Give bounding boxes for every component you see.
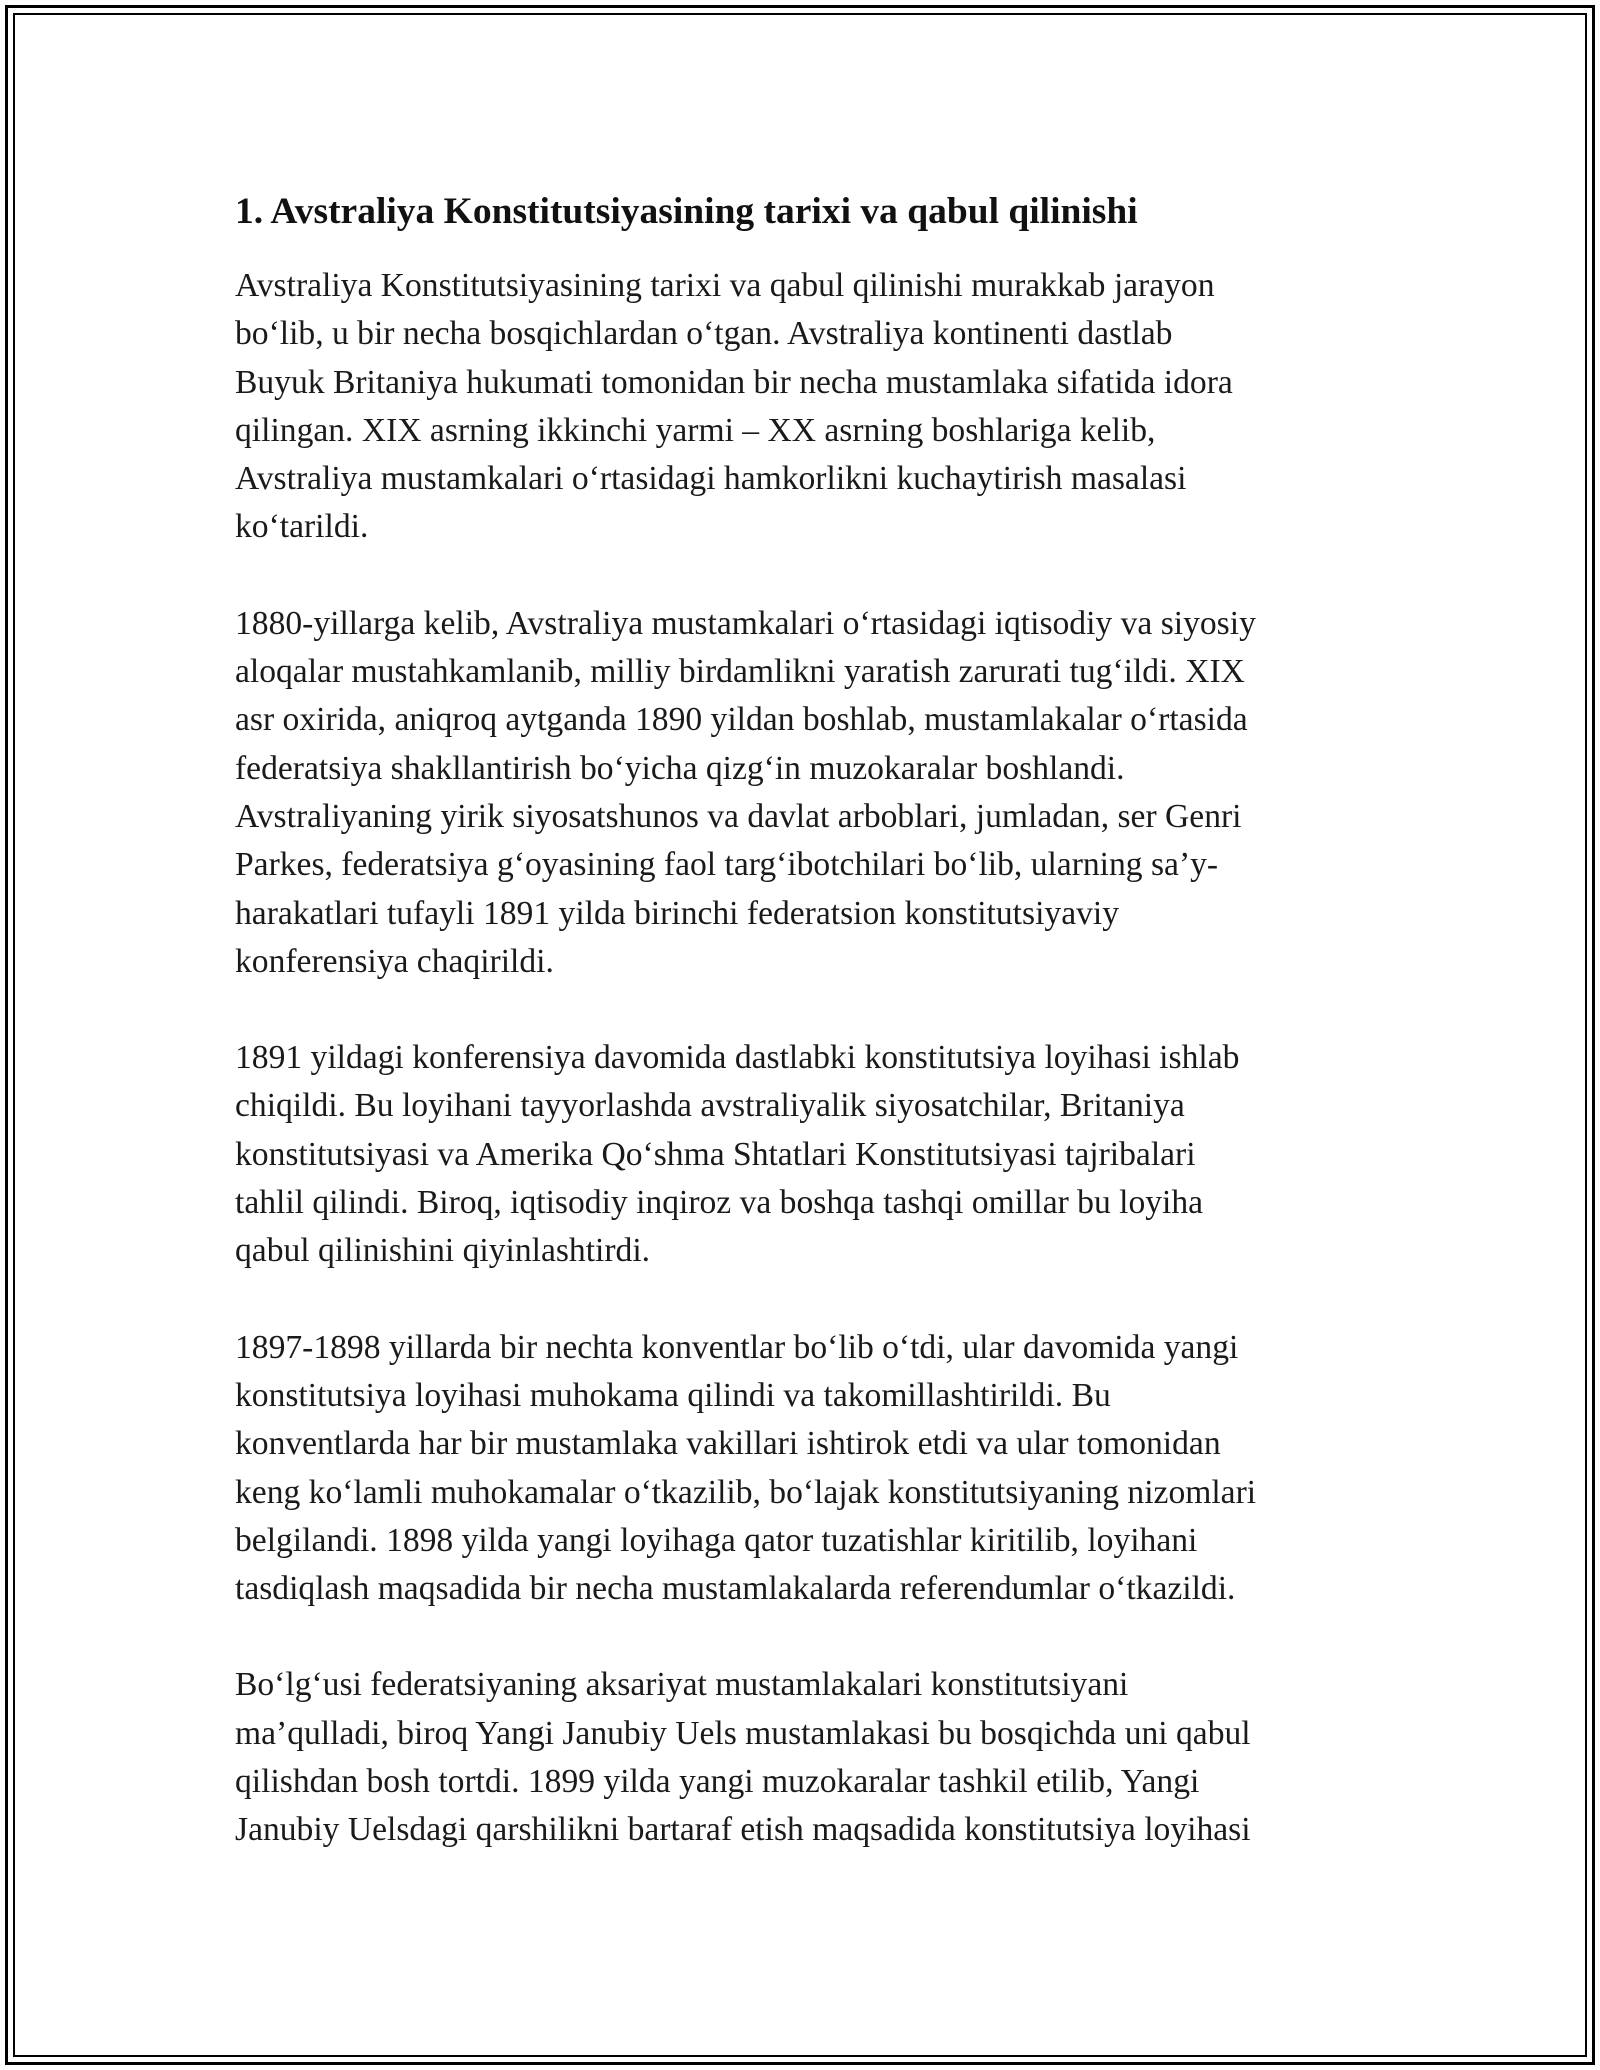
paragraph-line: Buyuk Britaniya hukumati tomonidan bir necha mustamlaka sifatida idora: [235, 363, 1233, 401]
paragraph-line: Bo‘lg‘usi federatsiyaning aksariyat mustamlakalari konstitutsiyani: [235, 1666, 1129, 1704]
paragraph-1: [235, 262, 1375, 552]
paragraph-line: Avstraliya Konstitutsiyasining tarixi va qabul qilinishi murakkab jarayon: [235, 267, 1215, 304]
paragraph-line: konstitutsiya loyihasi muhokama qilindi va takomillashtirildi. Bu: [235, 1376, 1111, 1414]
paragraph-line: 1880-yillarga kelib, Avstraliya mustamkalari o‘rtasidagi iqtisodiy va siyosiy: [235, 604, 1256, 642]
paragraph-line: Janubiy Uelsdagi qarshilikni bartaraf etish maqsadida konstitutsiya loyihasi: [235, 1811, 1251, 1849]
paragraph-5: [235, 1661, 1375, 1854]
paragraph-line: 1891 yildagi konferensiya davomida dastlabki konstitutsiya loyihasi ishlab: [235, 1039, 1240, 1077]
paragraph-line: 1897-1898 yillarda bir nechta konventlar bo‘lib o‘tdi, ular davomida yangi: [235, 1328, 1239, 1366]
paragraph-2: [235, 600, 1375, 986]
paragraph-line: harakatlari tufayli 1891 yilda birinchi federatsion konstitutsiyaviy: [235, 894, 1120, 932]
paragraph-line: konventlarda har bir mustamlaka vakillari ishtirok etdi va ular tomonidan: [235, 1425, 1221, 1463]
paragraph-line: tahlil qilindi. Biroq, iqtisodiy inqiroz va boshqa tashqi omillar bu loyiha: [235, 1184, 1204, 1222]
paragraph-line: konstitutsiyasi va Amerika Qo‘shma Shtatlari Konstitutsiyasi tajribalari: [235, 1135, 1196, 1173]
paragraph-3: [235, 1034, 1375, 1275]
paragraph-line: tasdiqlash maqsadida bir necha mustamlakalarda referendumlar o‘tkazildi.: [235, 1570, 1236, 1608]
paragraph-line: Parkes, federatsiya g‘oyasining faol targ‘ibotchilari bo‘lib, ularning sa’y-: [235, 846, 1219, 884]
paragraph-line: aloqalar mustahkamlanib, milliy birdamlikni yaratish zarurati tug‘ildi. XIX: [235, 653, 1245, 691]
paragraph-line: qabul qilinishini qiyinlashtirdi.: [235, 1232, 651, 1270]
paragraph-line: asr oxirida, aniqroq aytganda 1890 yildan boshlab, mustamlakalar o‘rtasida: [235, 701, 1248, 739]
paragraph-line: bo‘lib, u bir necha bosqichlardan o‘tgan. Avstraliya kontinenti dastlab: [235, 315, 1173, 353]
paragraph-line: Avstraliya mustamkalari o‘rtasidagi hamkorlikni kuchaytirish masalasi: [235, 460, 1187, 498]
section-heading: 1. Avstraliya Konstitutsiyasining tarixi va qabul qilinishi: [235, 191, 1138, 232]
paragraph-line: qilingan. XIX asrning ikkinchi yarmi – XX asrning boshlariga kelib,: [235, 411, 1156, 449]
paragraph-line: Avstraliyaning yirik siyosatshunos va davlat arboblari, jumladan, ser Genri: [235, 797, 1242, 835]
paragraph-line: ma’qulladi, biroq Yangi Janubiy Uels mustamlakasi bu bosqichda uni qabul: [235, 1714, 1251, 1752]
paragraph-line: federatsiya shakllantirish bo‘yicha qizg‘in muzokaralar boshlandi.: [235, 749, 1125, 787]
paragraph-line: ko‘tarildi.: [235, 508, 369, 546]
paragraph-line: belgilandi. 1898 yilda yangi loyihaga qator tuzatishlar kiritilib, loyihani: [235, 1521, 1198, 1559]
paragraph-4: [235, 1324, 1375, 1614]
paragraph-line: konferensiya chaqirildi.: [235, 942, 554, 980]
document-body: [235, 182, 1375, 1903]
paragraph-line: qilishdan bosh tortdi. 1899 yilda yangi muzokaralar tashkil etilib, Yangi: [235, 1763, 1200, 1801]
paragraph-line: keng ko‘lamli muhokamalar o‘tkazilib, bo‘lajak konstitutsiyaning nizomlari: [235, 1473, 1257, 1511]
paragraph-line: chiqildi. Bu loyihani tayyorlashda avstraliyalik siyosatchilar, Britaniya: [235, 1087, 1185, 1125]
